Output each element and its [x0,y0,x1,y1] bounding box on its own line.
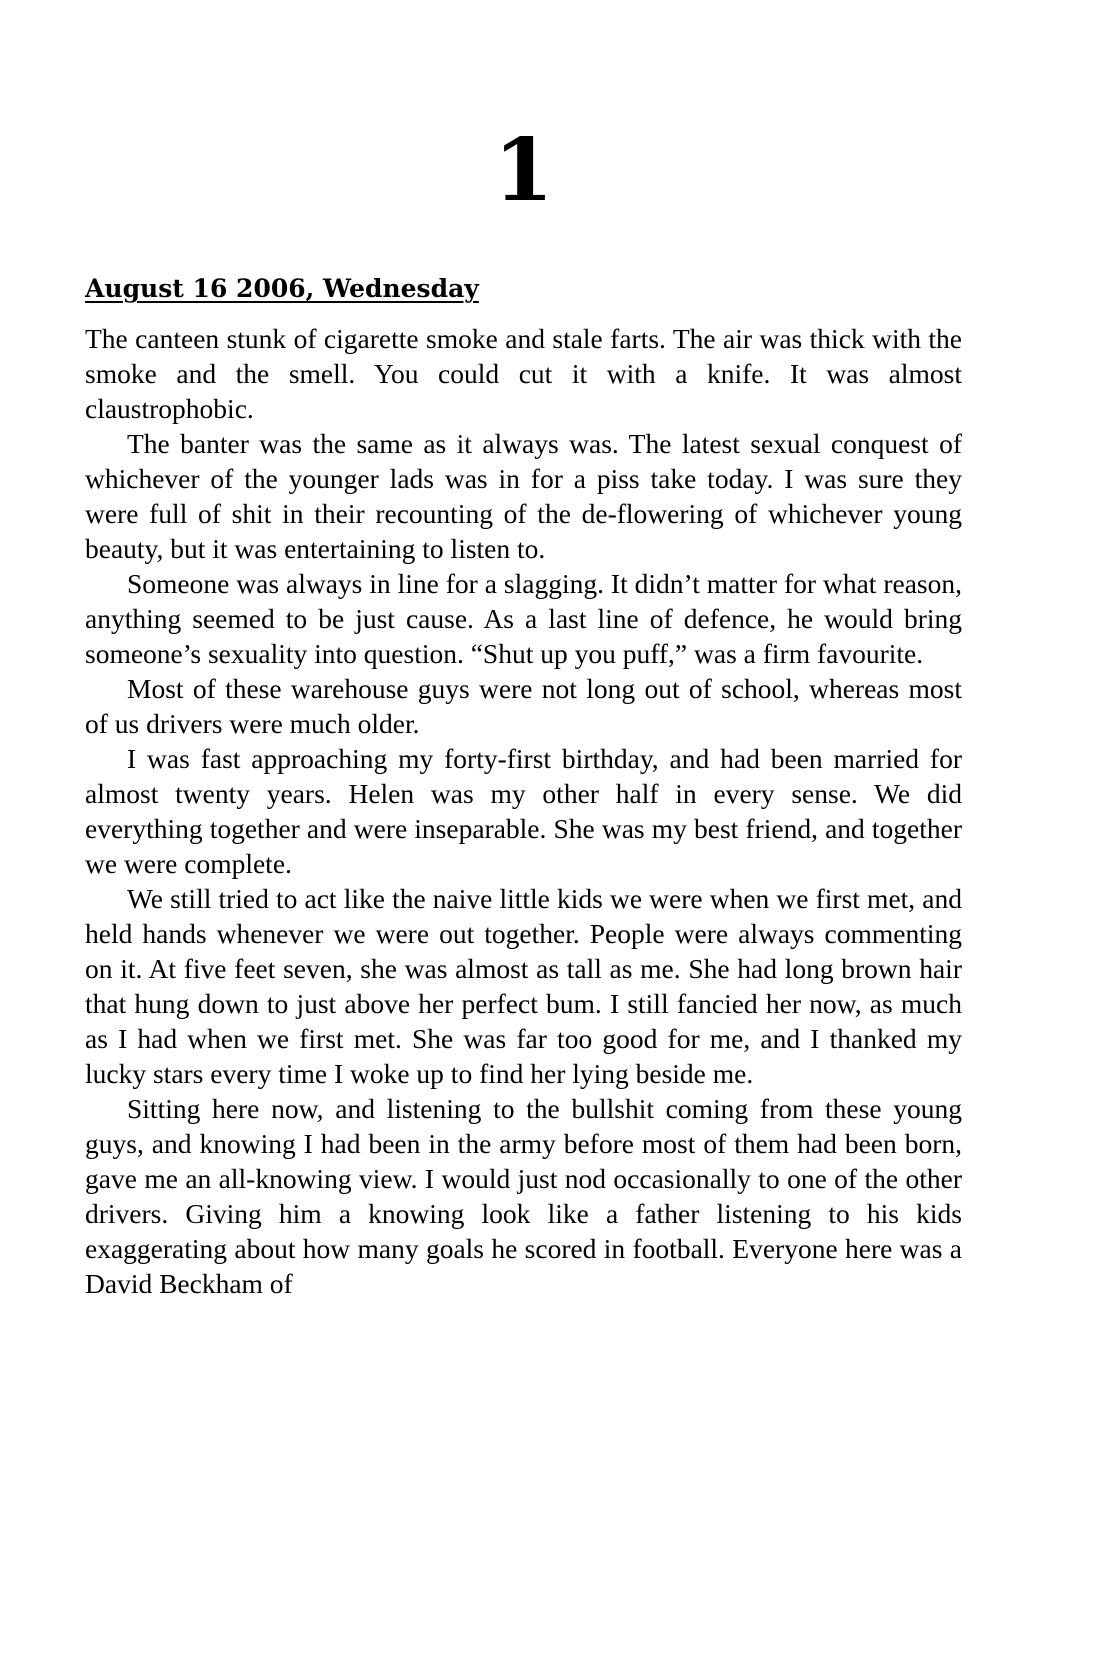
chapter-number: 1 [493,120,554,221]
paragraph: Someone was always in line for a slagging. It didn’t matter for what reason, anything seemed to be just cause. As a last line of defence, he would bring someone’s sexuality into question. “Shut up you puff,” was a firm favourite. [85,568,962,669]
paragraph: The canteen stunk of cigarette smoke and stale farts. The air was thick with the smoke and the smell. You could cut it with a knife. It was almost claustrophobic. [85,323,962,424]
paragraph: Sitting here now, and listening to the bullshit coming from these young guys, and knowing I had been in the army before most of them had been born, gave me an all-knowing view. I would just nod occasionally to one of the other drivers. Giving him a knowing look like a father listening to his kids exaggerating about how many goals he scored in football. Everyone here was a David Beckham of [85,1093,962,1299]
paragraph: I was fast approaching my forty-first birthday, and had been married for almost twenty years. Helen was my other half in every sense. We did everything together and were inseparable. She was my best friend, and together we were complete. [85,743,962,879]
date-heading: August 16 2006, Wednesday [85,274,479,303]
paragraph: The banter was the same as it always was. The latest sexual conquest of whichever of the younger lads was in for a piss take today. I was sure they were full of shit in their recounting of the de-flowering of whichever young beauty, but it was entertaining to listen to. [85,428,962,564]
paragraph: Most of these warehouse guys were not long out of school, whereas most of us drivers were much older. [85,673,962,739]
paragraph: We still tried to act like the naive little kids we were when we first met, and held hands whenever we were out together. People were always commenting on it. At five feet seven, she was almost as tall as me. She had long brown hair that hung down to just above her perfect bum. I still fancied her now, as much as I had when we first met. She was far too good for me, and I thanked my lucky stars every time I woke up to find her lying beside me. [85,883,962,1089]
page-content [85,0,962,1301]
